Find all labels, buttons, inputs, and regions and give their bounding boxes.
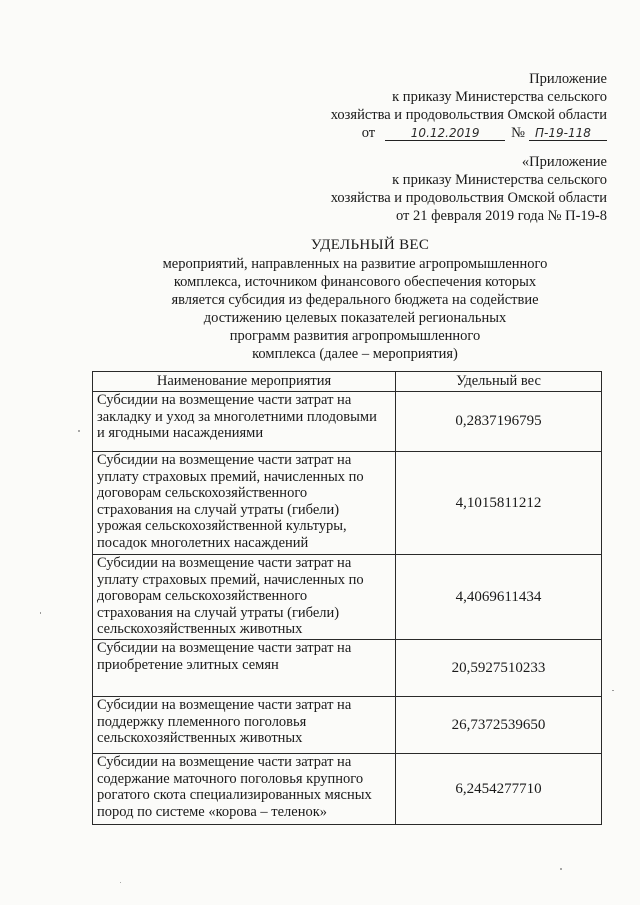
measure-name [93,640,396,697]
measure-name-line: Субсидии на возмещение части затрат на [97,754,352,770]
table-row [93,452,602,555]
measure-name-line: поддержку племенного поголовья [97,713,307,730]
subtitle-line: является субсидия из федерального бюджета на содействие [171,292,539,308]
table-header-row [93,372,602,392]
measure-weight: 26,7372539650 [396,697,602,754]
table-row [93,697,602,754]
measure-name-line: Субсидии на возмещение части затрат на [97,640,352,656]
scan-speck [78,430,80,432]
measure-weight: 20,5927510233 [396,640,602,697]
measure-name [93,697,396,754]
document-title: УДЕЛЬНЫЙ ВЕС [310,237,430,253]
subtitle-line: комплекса, источником финансового обеспечения которых [173,274,537,290]
measures-table [92,371,602,825]
measure-weight: 0,2837196795 [396,392,602,452]
measure-name-line: приобретение элитных семян [97,656,279,673]
table-row [93,555,602,640]
subtitle-line: комплекса (далее – мероприятия) [252,346,458,362]
scan-speck [40,612,41,614]
ministry-line: хозяйства и продовольствия Омской области [330,107,607,123]
appendix-header-previous [331,153,607,225]
measure-name-line: сельскохозяйственных животных [97,730,303,746]
handwritten-order-number: П-19-118 [529,126,607,141]
measure-name-line: Субсидии на возмещение части затрат на [97,555,352,571]
column-header-name: Наименование мероприятия [93,372,396,392]
measure-name-line: содержание маточного поголовья крупного [97,770,364,787]
table-row [93,392,602,452]
measure-name-line: посадок многолетних насаждений [97,534,309,551]
date-prefix: от [361,125,376,141]
scan-speck [612,690,614,691]
prev-date-number-line: от 21 февраля 2019 года № П-19-8 [396,208,607,224]
measure-name-line: и ягодными насаждениями [97,425,264,441]
measure-name-line: уплату страховых премий, начисленных по [97,571,364,588]
order-reference-line: к приказу Министерства сельского [392,89,607,105]
measure-name [93,452,396,555]
measure-name-line: сельскохозяйственных животных [97,621,303,637]
measure-name-line: договорам сельскохозяйственного [97,485,308,501]
scan-speck [560,868,562,870]
measure-name [93,392,396,452]
subtitle-line: программ развития агропромышленного [229,328,481,344]
appendix-label: Приложение [529,71,607,87]
measure-name-line: Субсидии на возмещение части затрат на [97,392,352,408]
measure-name-line: страхования на случай утраты (гибели) [97,501,340,518]
prev-order-reference-line: к приказу Министерства сельского [392,172,607,188]
measure-name-line: урожая сельскохозяйственной культуры, [97,518,347,534]
document-subtitle [110,255,600,363]
measure-weight: 4,1015811212 [396,452,602,555]
table-row [93,754,602,825]
measure-weight: 4,4069611434 [396,555,602,640]
measure-name-line: Субсидии на возмещение части затрат на [97,452,352,468]
subtitle-line: достижению целевых показателей региональных [203,310,507,326]
measure-name-line: Субсидии на возмещение части затрат на [97,697,352,713]
scan-speck [120,882,121,883]
measure-name-line: договорам сельскохозяйственного [97,588,308,604]
measure-name-line: рогатого скота специализированных мясных [97,787,372,803]
number-prefix: № [511,125,525,141]
appendix-header-current [331,70,607,142]
prev-appendix-label: «Приложение [521,154,607,170]
measure-name-line: закладку и уход за многолетними плодовыми [97,408,377,425]
measure-name-line: пород по системе «корова – теленок» [97,803,328,820]
date-number-row [331,124,607,142]
prev-ministry-line: хозяйства и продовольствия Омской области [330,190,607,206]
measure-weight: 6,2454277710 [396,754,602,825]
measure-name [93,555,396,640]
subtitle-line: мероприятий, направленных на развитие агропромышленного [162,256,548,272]
measure-name-line: уплату страховых премий, начисленных по [97,468,364,485]
table-row [93,640,602,697]
handwritten-date: 10.12.2019 [385,126,505,141]
measure-name-line: страхования на случай утраты (гибели) [97,604,340,621]
measure-name [93,754,396,825]
column-header-weight: Удельный вес [396,372,602,392]
